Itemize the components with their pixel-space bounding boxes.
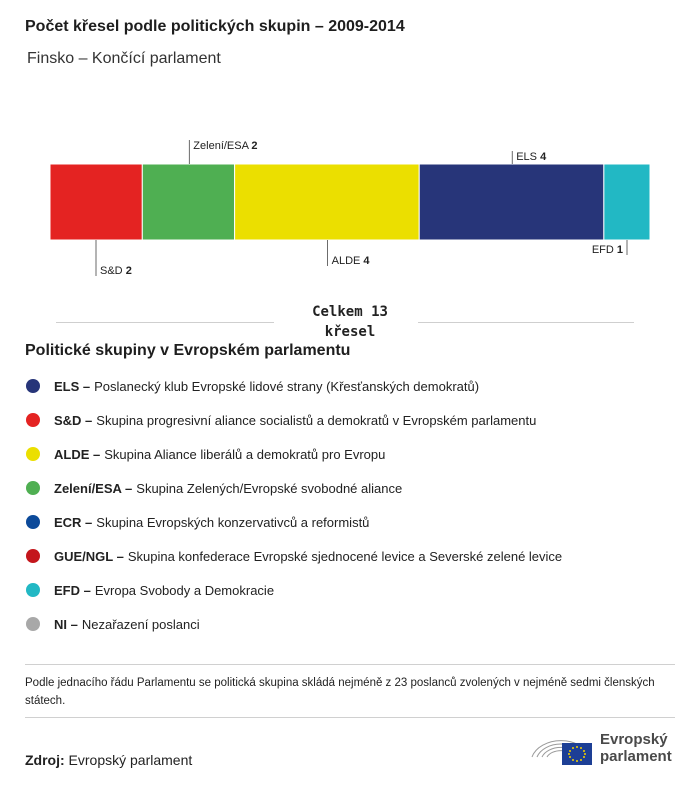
legend-abbreviation: NI – <box>54 616 78 632</box>
bar-segment <box>419 164 604 240</box>
legend-abbreviation: ELS – <box>54 378 91 394</box>
data-label-value: 4 <box>540 151 547 163</box>
legend-abbreviation: EFD – <box>54 582 91 598</box>
legend-color-dot <box>26 549 40 563</box>
legend-description: Skupina progresivní aliance socialistů a demokratů v Evropském parlamentu <box>96 412 537 428</box>
legend-color-dot <box>26 481 40 495</box>
legend-list <box>25 369 562 641</box>
chart-title: Počet křesel podle politických skupin – 2009-2014 <box>25 18 405 35</box>
legend-item <box>25 539 562 573</box>
legend-color-dot <box>26 379 40 393</box>
legend-color-dot <box>26 413 40 427</box>
hemicycle-eu-flag-icon <box>528 727 594 769</box>
data-label-name: S&D <box>100 265 126 277</box>
legend-title: Politické skupiny v Evropském parlamentu <box>25 342 351 359</box>
bar-segment <box>50 164 142 240</box>
data-label-name: ELS <box>516 151 541 163</box>
legend-description: Skupina Zelených/Evropské svobodné aliance <box>136 480 403 496</box>
legend-description: Skupina Aliance liberálů a demokratů pro Evropu <box>104 446 386 462</box>
total-seats-count: Celkem 13 <box>312 304 388 320</box>
data-label-name: EFD <box>591 244 617 256</box>
chart-subtitle: Finsko – Končící parlament <box>27 50 221 67</box>
legend-abbreviation: ALDE – <box>54 446 101 462</box>
logo-line-1: Evropský <box>600 731 668 748</box>
legend-description: Nezařazení poslanci <box>81 616 200 632</box>
data-label-value: 4 <box>363 255 370 267</box>
legend-color-dot <box>26 515 40 529</box>
bar-segment <box>604 164 650 240</box>
source-label: Zdroj: <box>25 752 65 768</box>
bar-segment <box>235 164 420 240</box>
data-label <box>193 140 257 152</box>
legend-item <box>25 505 562 539</box>
data-label-value: 2 <box>125 265 132 277</box>
legend-description: Skupina Evropských konzervativců a reformistů <box>96 514 370 530</box>
note-divider-top <box>25 664 675 665</box>
legend-color-dot <box>26 617 40 631</box>
legend-item <box>25 437 562 471</box>
total-divider-left <box>56 322 274 323</box>
source-line <box>25 752 192 768</box>
source-value: Evropský parlament <box>68 752 193 768</box>
total-seats-unit: křesel <box>324 324 376 340</box>
legend-abbreviation: GUE/NGL – <box>54 548 124 564</box>
seat-bar-chart <box>0 130 700 290</box>
data-label-name: Zelení/ESA <box>193 140 252 152</box>
legend-abbreviation: ECR – <box>54 514 93 530</box>
data-label <box>516 151 547 163</box>
legend-description: Poslanecký klub Evropské lidové strany (Křesťanských demokratů) <box>94 378 480 394</box>
legend-description: Evropa Svobody a Demokracie <box>94 582 275 598</box>
footnote: Podle jednacího řádu Parlamentu se politická skupina skládá nejméně z 23 poslanců zvolených v nejméně sedmi členských státech. <box>25 677 655 707</box>
data-label <box>592 244 623 256</box>
ep-logo <box>528 727 678 769</box>
data-label <box>332 255 371 267</box>
data-label <box>100 265 132 277</box>
legend-item <box>25 471 562 505</box>
legend-item <box>25 573 562 607</box>
data-label-value: 2 <box>251 140 258 152</box>
note-divider-bottom <box>25 717 675 718</box>
legend-item <box>25 607 562 641</box>
bar-segment <box>142 164 234 240</box>
legend-item <box>25 369 562 403</box>
legend-item <box>25 403 562 437</box>
legend-abbreviation: S&D – <box>54 412 93 428</box>
legend-abbreviation: Zelení/ESA – <box>54 480 133 496</box>
legend-description: Skupina konfederace Evropské sjednocené levice a Severské zelené levice <box>127 548 563 564</box>
data-label-name: ALDE <box>331 255 364 267</box>
logo-line-2: parlament <box>600 748 672 765</box>
total-seats-label <box>300 302 400 342</box>
legend-color-dot <box>26 447 40 461</box>
legend-color-dot <box>26 583 40 597</box>
data-label-value: 1 <box>616 244 623 256</box>
total-divider-right <box>418 322 634 323</box>
